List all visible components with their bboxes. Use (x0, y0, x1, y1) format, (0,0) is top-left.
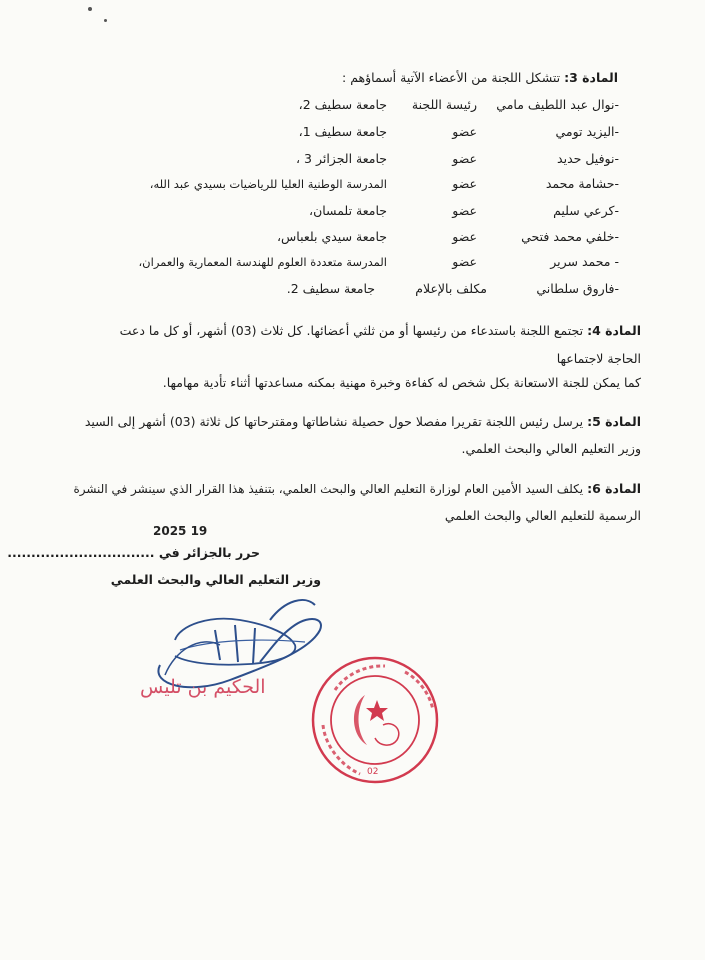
member-name: -اليزيد تومي (555, 124, 619, 139)
article-4-text-1: تجتمع اللجنة باستدعاء من رئيسها أو من ثلثي أعضائها. كل ثلاث (03) أشهر، أو كل ما دعت (119, 323, 584, 338)
member-institution: جامعة سطيف 2، (298, 97, 387, 112)
member-institution: جامعة الجزائر 3 ، (296, 151, 387, 166)
member-row (0, 151, 705, 169)
seal-number: 02 (367, 767, 379, 777)
article-6-line-1 (73, 481, 641, 497)
article-5-line-1 (85, 414, 641, 430)
article-4-line-3: كما يمكن للجنة الاستعانة بكل شخص له كفاءة وخبرة مهنية بمكنه مساعدتها أثناء تأدية مهامها. (162, 375, 641, 390)
member-name: - محمد سرير (550, 254, 619, 269)
member-name: -نوفيل حديد (557, 151, 619, 166)
member-row (0, 281, 705, 299)
member-name: -كرعي سليم (553, 203, 619, 218)
article-3-text: تتشكل اللجنة من الأعضاء الآتية أسماؤهم : (342, 70, 561, 85)
article-6-label: المادة 6: (587, 481, 641, 496)
member-role: عضو (452, 203, 477, 218)
member-role: مكلف بالإعلام (415, 281, 487, 296)
minister-title: وزير التعليم العالي والبحث العلمي (110, 572, 321, 587)
member-role: عضو (452, 151, 477, 166)
member-row (0, 229, 705, 247)
member-role: عضو (452, 124, 477, 139)
member-name: -خلفي محمد فتحي (521, 229, 619, 244)
article-4-line-1 (120, 323, 641, 339)
member-institution: جامعة تلمسان، (309, 203, 387, 218)
member-row (0, 203, 705, 221)
member-name: -حشامة محمد (545, 176, 619, 191)
article-4-line-2: الحاجة لاجتماعها (556, 351, 641, 366)
article-4-label: المادة 4: (587, 323, 641, 338)
member-role: عضو (452, 254, 477, 269)
member-row (0, 254, 705, 272)
article-6-text-1: يكلف السيد الأمين العام لوزارة التعليم العالي والبحث العلمي، بتنفيذ هذا القرار الذي سينشر في النشرة (73, 482, 584, 496)
member-row (0, 124, 705, 142)
member-role: رئيسة اللجنة (411, 97, 477, 112)
article-5-text-1: يرسل رئيس اللجنة تقريرا مفصلا حول حصيلة نشاطاتها ومقترحاتها كل ثلاثة (03) أشهر إلى السيد (84, 414, 584, 429)
signatory-name: الحكيم بن تليس (140, 676, 266, 698)
member-institution: المدرسة متعددة العلوم للهندسة المعمارية والعمران، (138, 255, 387, 269)
member-role: عضو (452, 176, 477, 191)
official-seal-icon (305, 650, 445, 790)
article-6-line-2: الرسمية للتعليم العالي والبحث العلمي (444, 508, 641, 523)
article-5-label: المادة 5: (587, 414, 641, 429)
member-row (0, 97, 705, 115)
article-3-heading (342, 70, 618, 86)
member-institution: جامعة سيدي بلعباس، (276, 229, 387, 244)
article-3-label: المادة 3: (564, 70, 618, 85)
handwritten-date: 2025 19 (153, 524, 208, 538)
member-row (0, 176, 705, 194)
member-institution: المدرسة الوطنية العليا للرياضيات بسيدي عبد الله، (149, 177, 387, 191)
member-name: -فاروق سلطاني (536, 281, 619, 296)
article-5-line-2: وزير التعليم العالي والبحث العلمي. (461, 441, 641, 456)
member-name: -نوال عبد اللطيف مامي (496, 97, 619, 112)
member-role: عضو (452, 229, 477, 244)
member-institution: جامعة سطيف 1، (298, 124, 387, 139)
scan-speck (88, 7, 92, 11)
scan-speck (104, 19, 107, 22)
place-date-line: حرر بالجزائر في ............................... (7, 545, 260, 560)
member-institution: جامعة سطيف 2. (286, 281, 375, 296)
